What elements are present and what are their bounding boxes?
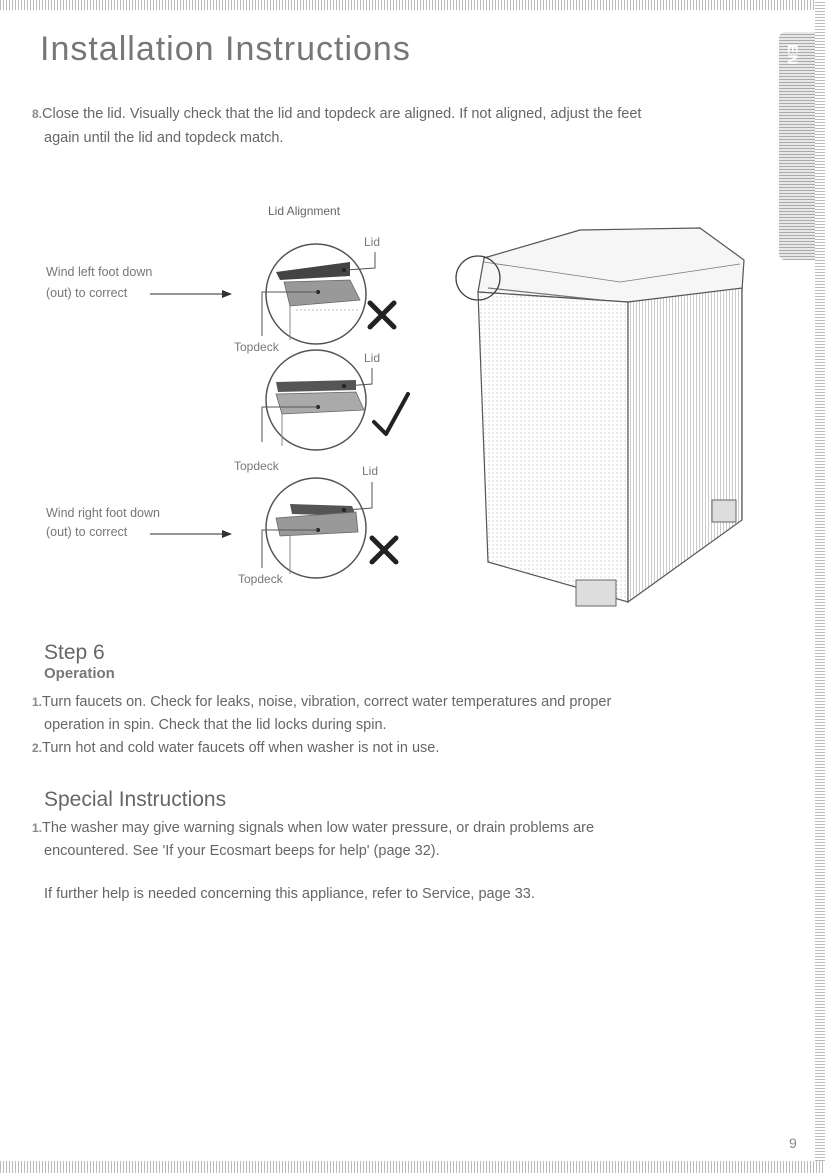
arrow-left-foot-head <box>222 290 232 298</box>
detail-circle-3 <box>266 478 366 578</box>
special-heading: Special Instructions <box>44 788 227 811</box>
op-item-2-line1: 2.Turn hot and cold water faucets off when washer is not in use. <box>32 740 440 756</box>
step8-line1: 8.Close the lid. Visually check that the lid and topdeck are aligned. If not aligned, adjust the feet <box>32 106 642 122</box>
label-topdeck-3: Topdeck <box>238 572 283 586</box>
special-item-line1: 1.The washer may give warning signals when low water pressure, or drain problems are <box>32 820 595 836</box>
label-lid-1: Lid <box>364 235 381 249</box>
language-tab-label: EN <box>785 44 801 66</box>
top-border <box>0 0 825 10</box>
label-topdeck-2: Topdeck <box>234 459 279 473</box>
callout-left-foot-2: (out) to correct <box>46 286 128 300</box>
special-item-line2: encountered. See 'If your Ecosmart beeps for help' (page 32). <box>44 843 440 859</box>
label-lid-2: Lid <box>364 351 381 365</box>
check-mark-icon <box>374 394 408 434</box>
callout-right-foot-2: (out) to correct <box>46 525 128 539</box>
op-item-2-number: 2. <box>32 741 43 755</box>
callout-left-foot-1: Wind left foot down <box>46 265 153 279</box>
op-item-1-line2: operation in spin. Check that the lid locks during spin. <box>44 717 387 733</box>
figure-title: Lid Alignment <box>268 204 341 218</box>
lid-alignment-figure <box>0 190 825 650</box>
step6-heading: Step 6 <box>44 641 105 664</box>
label-lid-3: Lid <box>362 464 379 478</box>
callout-right-foot-1: Wind right foot down <box>46 506 160 520</box>
detail-circle-1 <box>266 244 366 344</box>
detail-circle-2 <box>266 350 366 450</box>
service-note: If further help is needed concerning this appliance, refer to Service, page 33. <box>44 886 535 902</box>
page-title: Installation Instructions <box>40 30 411 68</box>
cross-mark-icon <box>370 303 394 327</box>
label-topdeck-1: Topdeck <box>234 340 279 354</box>
bottom-border <box>0 1161 825 1173</box>
arrow-right-foot-head <box>222 530 232 538</box>
step8-number: 8. <box>32 107 43 121</box>
op-item-1-line1: 1.Turn faucets on. Check for leaks, noise, vibration, correct water temperatures and proper <box>32 694 612 710</box>
page-number: 9 <box>789 1135 797 1151</box>
step8-line2: again until the lid and topdeck match. <box>44 130 284 146</box>
washer-illustration <box>456 228 744 606</box>
cross-mark-icon <box>372 538 396 562</box>
special-item-number: 1. <box>32 821 43 835</box>
op-item-1-number: 1. <box>32 695 43 709</box>
operation-subheading: Operation <box>44 665 115 682</box>
